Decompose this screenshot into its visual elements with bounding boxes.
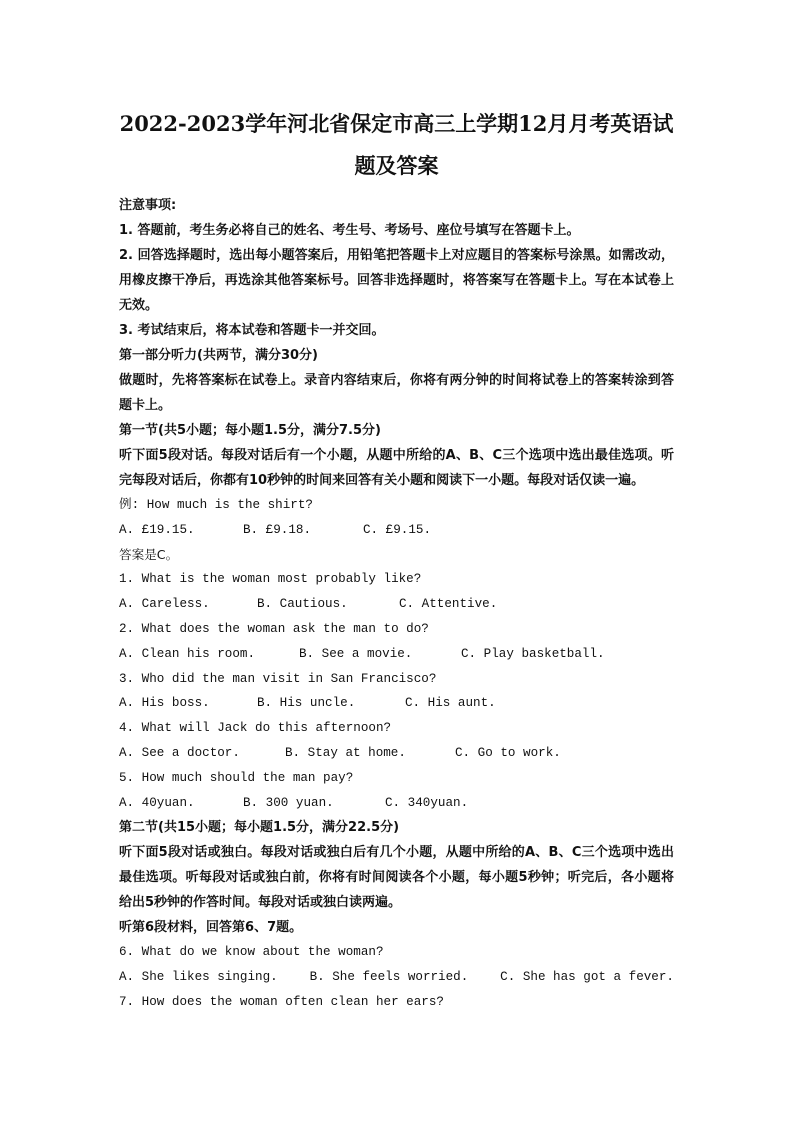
title-line-2: 题及答案: [354, 153, 439, 178]
section2-intro: 听下面5段对话或独白。每段对话或独白后有几个小题，从题中所给的A、B、C三个选项中选出最佳选项。听每段对话或独白前，你将有时间阅读各个小题，每小题5秒钟；听完后，各小题将给出5秒钟的作答时间。每段对话或独白读两遍。: [119, 845, 674, 911]
option-a: A. Careless.: [119, 597, 210, 612]
question-2: 2. What does the woman ask the man to do?: [119, 621, 429, 636]
question-3-options: [119, 691, 674, 716]
option-b: B. £9.18.: [243, 522, 312, 537]
question-4-options: [119, 741, 674, 766]
option-a: A. £19.15.: [119, 522, 195, 537]
note-2: 2. 回答选择题时，选出每小题答案后，用铅笔把答题卡上对应题目的答案标号涂黑。如需改动，用橡皮擦干净后，再选涂其他答案标号。回答非选择题时，将答案写在答题卡上。写在本试卷上无效。: [119, 248, 674, 313]
section2: [119, 815, 674, 1014]
option-a: A. She likes singing.: [119, 970, 278, 985]
option-c: C. His aunt.: [405, 696, 496, 711]
question-1: 1. What is the woman most probably like?: [119, 572, 422, 587]
section1-heading: 第一节(共5小题；每小题1.5分，满分7.5分): [119, 423, 381, 438]
part1-intro: 做题时，先将答案标在试卷上。录音内容结束后，你将有两分钟的时间将试卷上的答案转涂到答题卡上。: [119, 373, 674, 413]
document-title: [119, 103, 674, 187]
question-5: 5. How much should the man pay?: [119, 770, 354, 785]
part1-heading: 第一部分听力(共两节，满分30分): [119, 348, 318, 363]
notes-section: [119, 193, 674, 343]
notes-heading: 注意事项:: [119, 198, 177, 213]
option-c: C. Go to work.: [455, 745, 561, 760]
option-a: A. Clean his room.: [119, 646, 256, 661]
question-6-options: [119, 965, 674, 990]
question-2-options: [119, 642, 674, 667]
option-b: B. 300 yuan.: [243, 795, 334, 810]
section2-heading: 第二节(共15小题；每小题1.5分，满分22.5分): [119, 820, 400, 836]
title-line-1: 2022-2023学年河北省保定市高三上学期12月月考英语试: [119, 111, 674, 136]
option-b: B. See a movie.: [299, 646, 413, 661]
option-c: C. Attentive.: [399, 597, 498, 612]
question-3: 3. Who did the man visit in San Francisco?: [119, 671, 437, 686]
question-4: 4. What will Jack do this afternoon?: [119, 721, 392, 736]
question-6: 6. What do we know about the woman?: [119, 945, 384, 960]
question-7: 7. How does the woman often clean her ears?: [119, 994, 444, 1009]
option-a: A. 40yuan.: [119, 795, 195, 810]
question-1-options: [119, 592, 674, 617]
option-b: B. She feels worried.: [309, 970, 469, 985]
option-c: C. She has got a fever.: [500, 970, 674, 985]
material-6-heading: 听第6段材料，回答第6、7题。: [119, 920, 303, 936]
question-5-options: [119, 791, 674, 816]
section1-intro: 听下面5段对话。每段对话后有一个小题，从题中所给的A、B、C三个选项中选出最佳选项。听完每段对话后，你都有10秒钟的时间来回答有关小题和阅读下一小题。每段对话仅读一遍。: [119, 448, 674, 488]
option-c: C. £9.15.: [363, 522, 432, 537]
example-answer: 答案是C。: [119, 546, 179, 562]
example-options: [119, 518, 674, 543]
option-b: B. His uncle.: [257, 696, 356, 711]
option-a: A. His boss.: [119, 696, 210, 711]
part1-section: [119, 343, 674, 418]
option-b: B. Cautious.: [257, 597, 348, 612]
example-question: 例: How much is the shirt?: [119, 498, 313, 512]
note-1: 1. 答题前，考生务必将自己的姓名、考生号、考场号、座位号填写在答题卡上。: [119, 223, 580, 238]
note-3: 3. 考试结束后，将本试卷和答题卡一并交回。: [119, 323, 385, 338]
option-c: C. 340yuan.: [385, 795, 469, 810]
section1: [119, 418, 674, 815]
option-c: C. Play basketball.: [461, 646, 605, 661]
option-a: A. See a doctor.: [119, 745, 240, 760]
option-b: B. Stay at home.: [285, 745, 406, 760]
